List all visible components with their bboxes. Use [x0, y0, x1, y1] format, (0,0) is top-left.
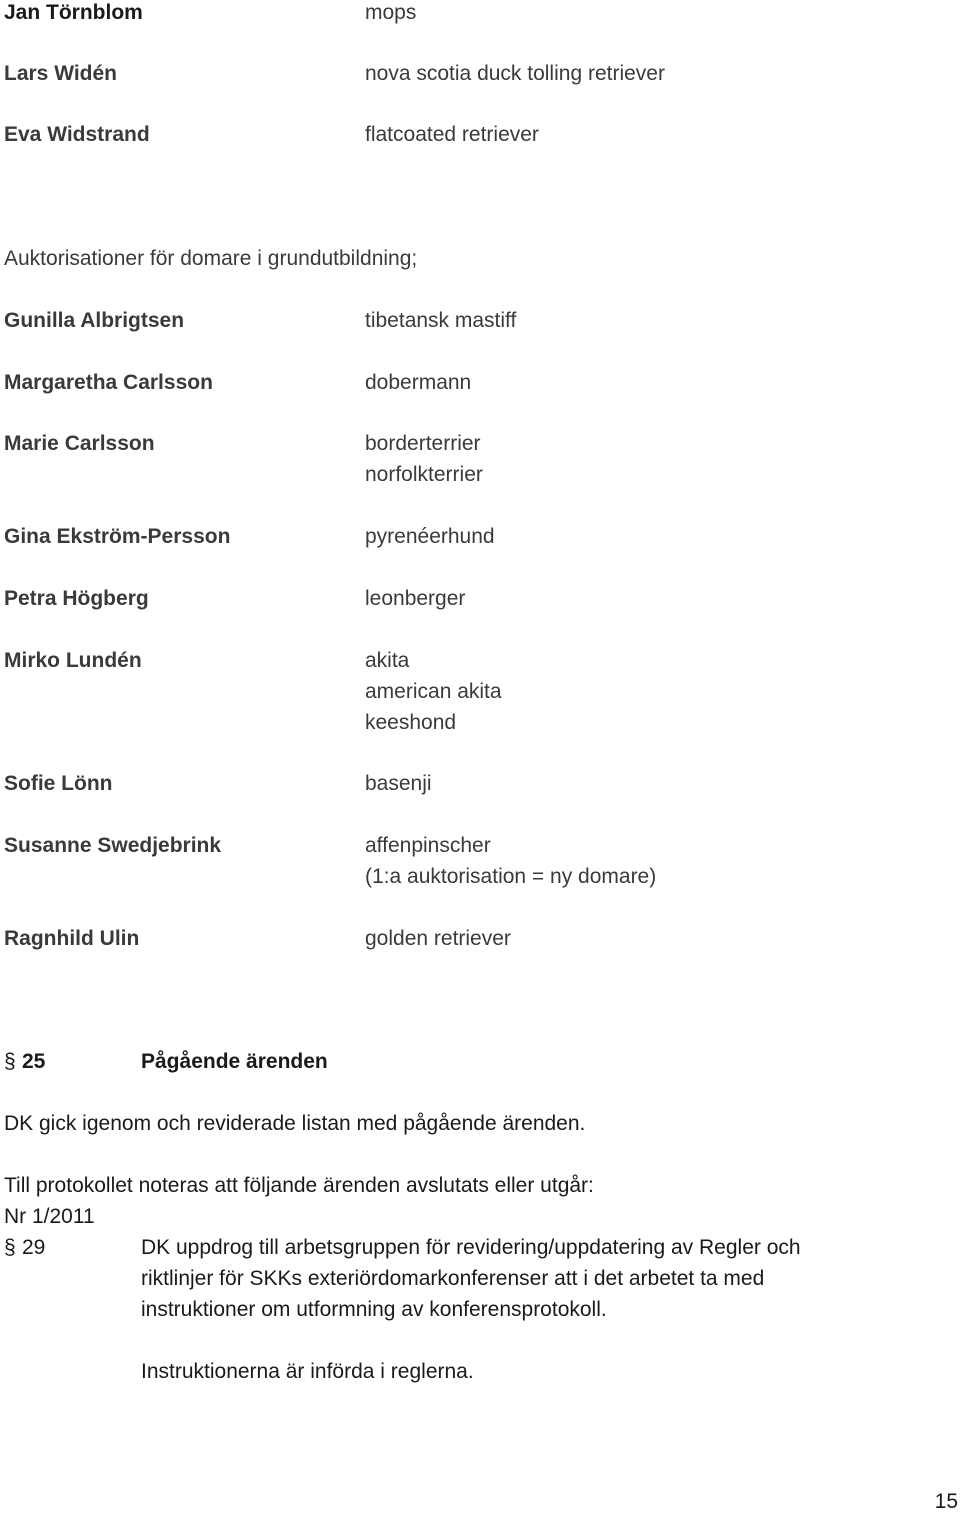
section-text-line: riktlinjer för SKKs exteriördomarkonferenser att i det arbetet ta med	[141, 1267, 765, 1290]
judge-name: Gina Ekström-Persson	[4, 525, 231, 548]
breed: norfolkterrier	[365, 463, 483, 486]
breed: leonberger	[365, 587, 466, 610]
breed: borderterrier	[365, 432, 481, 455]
breed: pyrenéerhund	[365, 525, 495, 548]
section-text: DK gick igenom och reviderade listan med pågående ärenden.	[4, 1112, 586, 1135]
breed: basenji	[365, 772, 432, 795]
section-number: 25	[22, 1050, 46, 1073]
breed: golden retriever	[365, 927, 511, 950]
section-result: Instruktionerna är införda i reglerna.	[141, 1360, 474, 1383]
judge-name: Eva Widstrand	[4, 123, 150, 146]
judge-name: Sofie Lönn	[4, 772, 113, 795]
judge-name: Ragnhild Ulin	[4, 927, 140, 950]
breed: mops	[365, 1, 417, 24]
judge-name: Susanne Swedjebrink	[4, 834, 222, 857]
breed: keeshond	[365, 711, 457, 734]
breed-note: (1:a auktorisation = ny domare)	[365, 865, 657, 888]
section-symbol: §	[4, 1050, 16, 1073]
breed: affenpinscher	[365, 834, 491, 857]
section-symbol: §	[4, 1236, 16, 1259]
section-text-line: DK uppdrog till arbetsgruppen för revidering/uppdatering av Regler och	[141, 1236, 801, 1259]
judge-name: Mirko Lundén	[4, 649, 142, 672]
breed: american akita	[365, 680, 502, 703]
page-number: 15	[934, 1490, 958, 1513]
judge-name: Gunilla Albrigtsen	[4, 309, 185, 332]
case-number: Nr 1/2011	[4, 1205, 95, 1228]
protocol-note: Till protokollet noteras att följande ärenden avslutats eller utgår:	[4, 1174, 594, 1197]
breed: dobermann	[365, 371, 472, 394]
judge-name: Marie Carlsson	[4, 432, 155, 455]
intro-text: Auktorisationer för domare i grundutbildning;	[4, 247, 418, 270]
judge-name: Lars Widén	[4, 62, 117, 85]
breed: akita	[365, 649, 410, 672]
judge-name: Petra Högberg	[4, 587, 149, 610]
section-text-line: instruktioner om utformning av konferensprotokoll.	[141, 1298, 607, 1321]
breed: nova scotia duck tolling retriever	[365, 62, 665, 85]
breed: tibetansk mastiff	[365, 309, 517, 332]
breed: flatcoated retriever	[365, 123, 539, 146]
section-title: Pågående ärenden	[141, 1050, 328, 1073]
section-number: 29	[22, 1236, 46, 1259]
judge-name: Margaretha Carlsson	[4, 371, 213, 394]
judge-name: Jan Törnblom	[4, 1, 143, 24]
